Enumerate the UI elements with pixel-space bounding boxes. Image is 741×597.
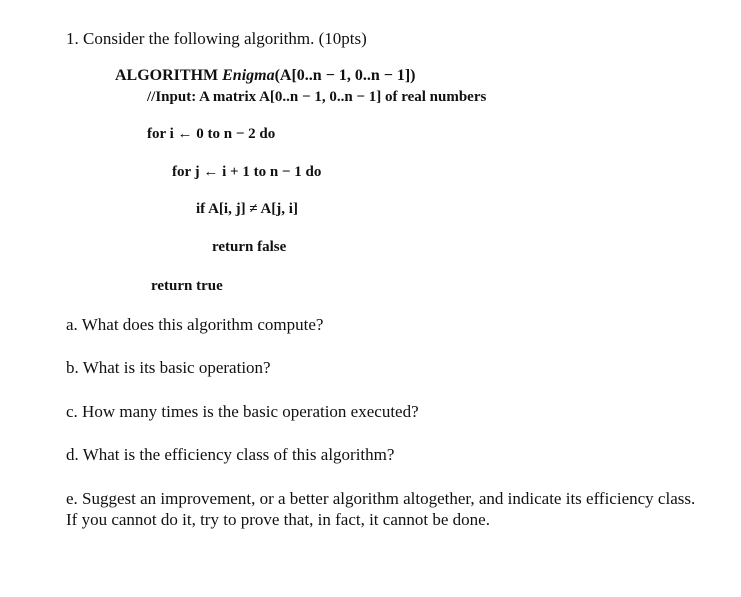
- outer-loop-line: for i ← 0 to n − 2 do: [147, 126, 276, 142]
- part-c: c. How many times is the basic operation executed?: [66, 402, 419, 421]
- algorithm-params: (A[0..n − 1, 0..n − 1]): [274, 67, 416, 84]
- return-false-line: return false: [212, 239, 287, 255]
- return-true-line: return true: [151, 278, 223, 294]
- part-d: d. What is the efficiency class of this algorithm?: [66, 445, 395, 464]
- part-a: a. What does this algorithm compute?: [66, 315, 324, 334]
- algorithm-signature: [115, 67, 416, 85]
- inner-loop-line: for j ← i + 1 to n − 1 do: [172, 164, 322, 180]
- condition-line: if A[i, j] ≠ A[j, i]: [196, 201, 298, 217]
- part-e: e. Suggest an improvement, or a better algorithm altogether, and indicate its efficiency class. If you cannot do it, try to prove that, in fact, it cannot be done.: [66, 489, 696, 529]
- part-b: b. What is its basic operation?: [66, 358, 271, 377]
- algorithm-input-comment: //Input: A matrix A[0..n − 1, 0..n − 1] of real numbers: [147, 89, 487, 105]
- algorithm-name: Enigma: [222, 67, 275, 84]
- algorithm-keyword: ALGORITHM: [115, 67, 223, 84]
- question-header: 1. Consider the following algorithm. (10pts): [66, 29, 367, 48]
